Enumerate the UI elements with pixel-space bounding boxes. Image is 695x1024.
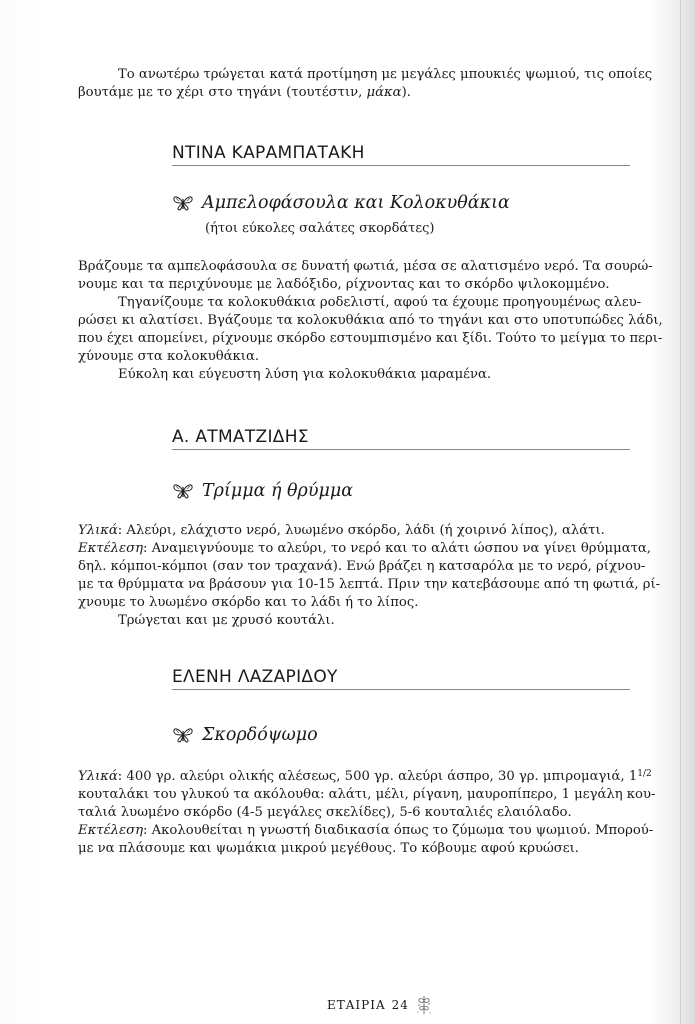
text-line: δηλ. κόμποι-κόμποι (σαν τον τραχανά). Ενώ βράζει η κατσαρόλα με το νερό, ρίχνου- [78, 559, 646, 574]
text-line: χνουμε το λυωμένο σκόρδο και το λάδι ή το λίπος. [78, 595, 419, 610]
recipe-paragraph [78, 522, 662, 630]
page-edge-shadow [680, 0, 681, 1024]
recipe-paragraph [78, 768, 662, 858]
method-line [78, 822, 662, 840]
butterfly-icon [172, 726, 194, 744]
text-line: νουμε και τα περιχύνουμε με λαδόξιδο, ρίχνοντας και το σκόρδο ψιλοκομμένο. [78, 277, 610, 292]
recipe-paragraph [78, 258, 662, 384]
author-name: ΕΛΕΝΗ ΛΑΖΑΡΙΔΟΥ [172, 667, 338, 687]
intro-line-2-text: βουτάμε με το χέρι στο τηγάνι (τουτέστιν, [78, 85, 367, 100]
author-name: ΝΤΙΝΑ ΚΑΡΑΜΠΑΤΑΚΗ [172, 143, 365, 163]
section-author-heading [172, 665, 630, 690]
fraction: 1/2 [637, 769, 652, 779]
page-number: 24 [391, 998, 409, 1012]
recipe-title [172, 723, 318, 747]
text-line: Τρώγεται και με χρυσό κουτάλι. [118, 613, 335, 628]
intro-italic-term: μάκα [366, 85, 402, 100]
ingredients-text: : 400 γρ. αλεύρι ολικής αλέσεως, 500 γρ. αλεύρι άσπρο, 30 γρ. μπιρομαγιά, 1 [117, 769, 638, 784]
ingredients-line [78, 768, 662, 786]
butterfly-icon [172, 482, 194, 500]
method-text: : Αναμειγνύουμε το αλεύρι, το νερό και το αλάτι ώσπου να γίνει θρύμματα, [143, 541, 651, 556]
footer-label: ΕΤΑΙΡΙΑ [327, 998, 386, 1012]
section-author-heading [172, 141, 630, 166]
butterfly-icon [172, 194, 194, 212]
method-text: : Ακολουθείται η γνωστή διαδικασία όπως το ζύμωμα του ψωμιού. Μπορού- [143, 823, 654, 838]
recipe-title-text: Σκορδόψωμο [202, 725, 318, 745]
text-line: με να πλάσουμε και ψωμάκια μικρού μεγέθους. Το κόβουμε αφού κρυώσει. [78, 841, 579, 856]
ingredients-text: : Αλεύρι, ελάχιστο νερό, λυωμένο σκόρδο, λάδι (ή χοιρινό λίπος), αλάτι. [117, 523, 605, 538]
recipe-title-text: Αμπελοφάσουλα και Κολοκυθάκια [202, 193, 510, 213]
text-line: με τα θρύμματα να βράσουν για 10-15 λεπτά. Πριν την κατεβάσουμε από τη φωτιά, ρί- [78, 577, 661, 592]
text-line: ταλιά λυωμένο σκόρδο (4-5 μεγάλες σκελίδες), 5-6 κουταλιές ελαιόλαδο. [78, 805, 572, 820]
recipe-title-text: Τρίμμα ή θρύμμα [202, 481, 354, 501]
text-line: Τηγανίζουμε τα κολοκυθάκια ροδελιστί, αφού τα έχουμε προηγουμένως αλευ- [118, 295, 642, 310]
method-label: Εκτέλεση [78, 823, 143, 838]
intro-line-1: Το ανωτέρω τρώγεται κατά προτίμηση με μεγάλες μπουκιές ψωμιού, τις οποίες [118, 67, 653, 82]
ornament-icon [415, 994, 433, 1016]
text-line: Εύκολη και εύγευστη λύση για κολοκυθάκια μαραμένα. [118, 367, 492, 382]
recipe-subtitle: (ήτοι εύκολες σαλάτες σκορδάτες) [205, 221, 435, 236]
author-name: Α. ΑΤΜΑΤΖΙΔΗΣ [172, 427, 309, 447]
ingredients-label: Υλικά [78, 523, 118, 538]
text-line: Βράζουμε τα αμπελοφάσουλα σε δυνατή φωτιά, μέσα σε αλατισμένο νερό. Τα σουρώ- [78, 259, 653, 274]
intro-line-2-end: ). [401, 85, 411, 100]
recipe-title [172, 191, 510, 215]
text-line: κουταλάκι του γλυκού τα ακόλουθα: αλάτι, μέλι, ρίγανη, μαυροπίπερο, 1 μεγάλη κου- [78, 787, 656, 802]
text-line: ρώσει κι αλατίσει. Βγάζουμε τα κολοκυθάκια από το τηγάνι και στο υποτυπώδες λάδι, [78, 313, 663, 328]
text-line: που έχει απομείνει, ρίχνουμε σκόρδο εστουμπισμένο και ξίδι. Τούτο το μείγμα το περι- [78, 331, 663, 346]
intro-paragraph [78, 66, 658, 102]
section-author-heading [172, 425, 630, 450]
page-footer [327, 994, 433, 1016]
method-line [78, 540, 662, 558]
ingredients-line [78, 522, 662, 540]
intro-line-2 [78, 84, 658, 102]
ingredients-label: Υλικά [78, 769, 118, 784]
text-line: χύνουμε στα κολοκυθάκια. [78, 349, 260, 364]
recipe-title [172, 479, 353, 503]
method-label: Εκτέλεση [78, 541, 143, 556]
